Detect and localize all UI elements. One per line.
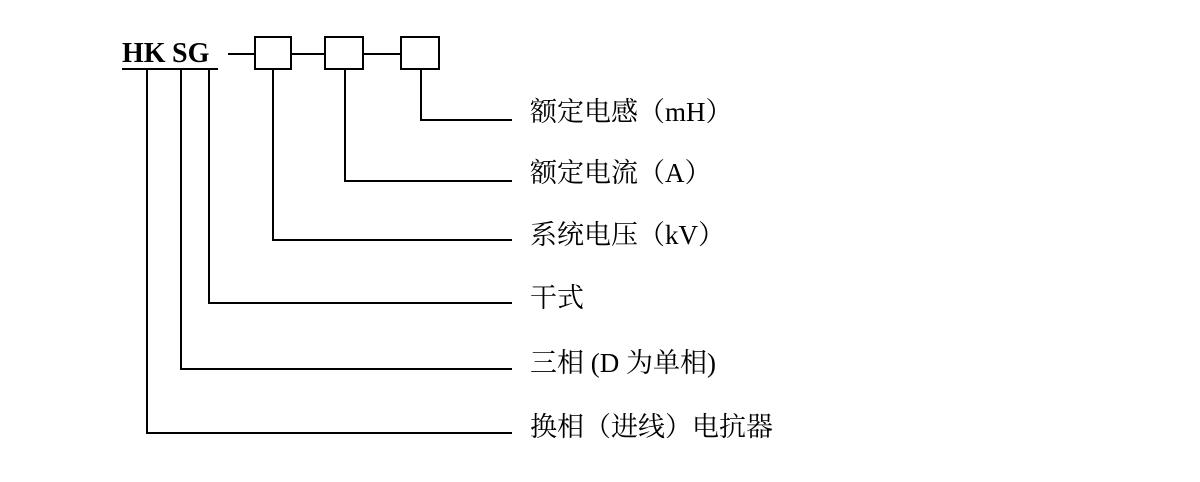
leader-h-reactor (146, 432, 512, 434)
label-three-phase: 三相 (D 为单相) (530, 348, 716, 378)
code-underline (122, 68, 218, 70)
connector-dash-2 (292, 53, 324, 55)
leader-h-dry-type (208, 302, 512, 304)
code-text-hk: HK (122, 38, 166, 69)
leader-h-three-phase (180, 368, 512, 370)
label-current: 额定电流（A） (530, 158, 712, 188)
label-voltage: 系统电压（kV） (530, 220, 725, 250)
connector-dash-1 (228, 53, 254, 55)
box-voltage[interactable] (254, 36, 292, 70)
leader-v-inductance (420, 70, 422, 119)
box-current[interactable] (324, 36, 364, 70)
code-text-sg: SG (172, 38, 210, 69)
leader-v-dry-type (208, 68, 210, 302)
leader-v-three-phase (180, 68, 182, 368)
leader-h-voltage (272, 239, 512, 241)
connector-dash-3 (364, 53, 400, 55)
box-inductance[interactable] (400, 36, 440, 70)
label-inductance: 额定电感（mH） (530, 97, 733, 127)
leader-v-current (344, 70, 346, 180)
label-reactor: 换相（进线）电抗器 (530, 412, 773, 442)
leader-v-reactor (146, 68, 148, 432)
leader-h-current (344, 180, 512, 182)
label-dry-type: 干式 (530, 283, 584, 313)
leader-v-voltage (272, 70, 274, 239)
leader-h-inductance (420, 119, 512, 121)
